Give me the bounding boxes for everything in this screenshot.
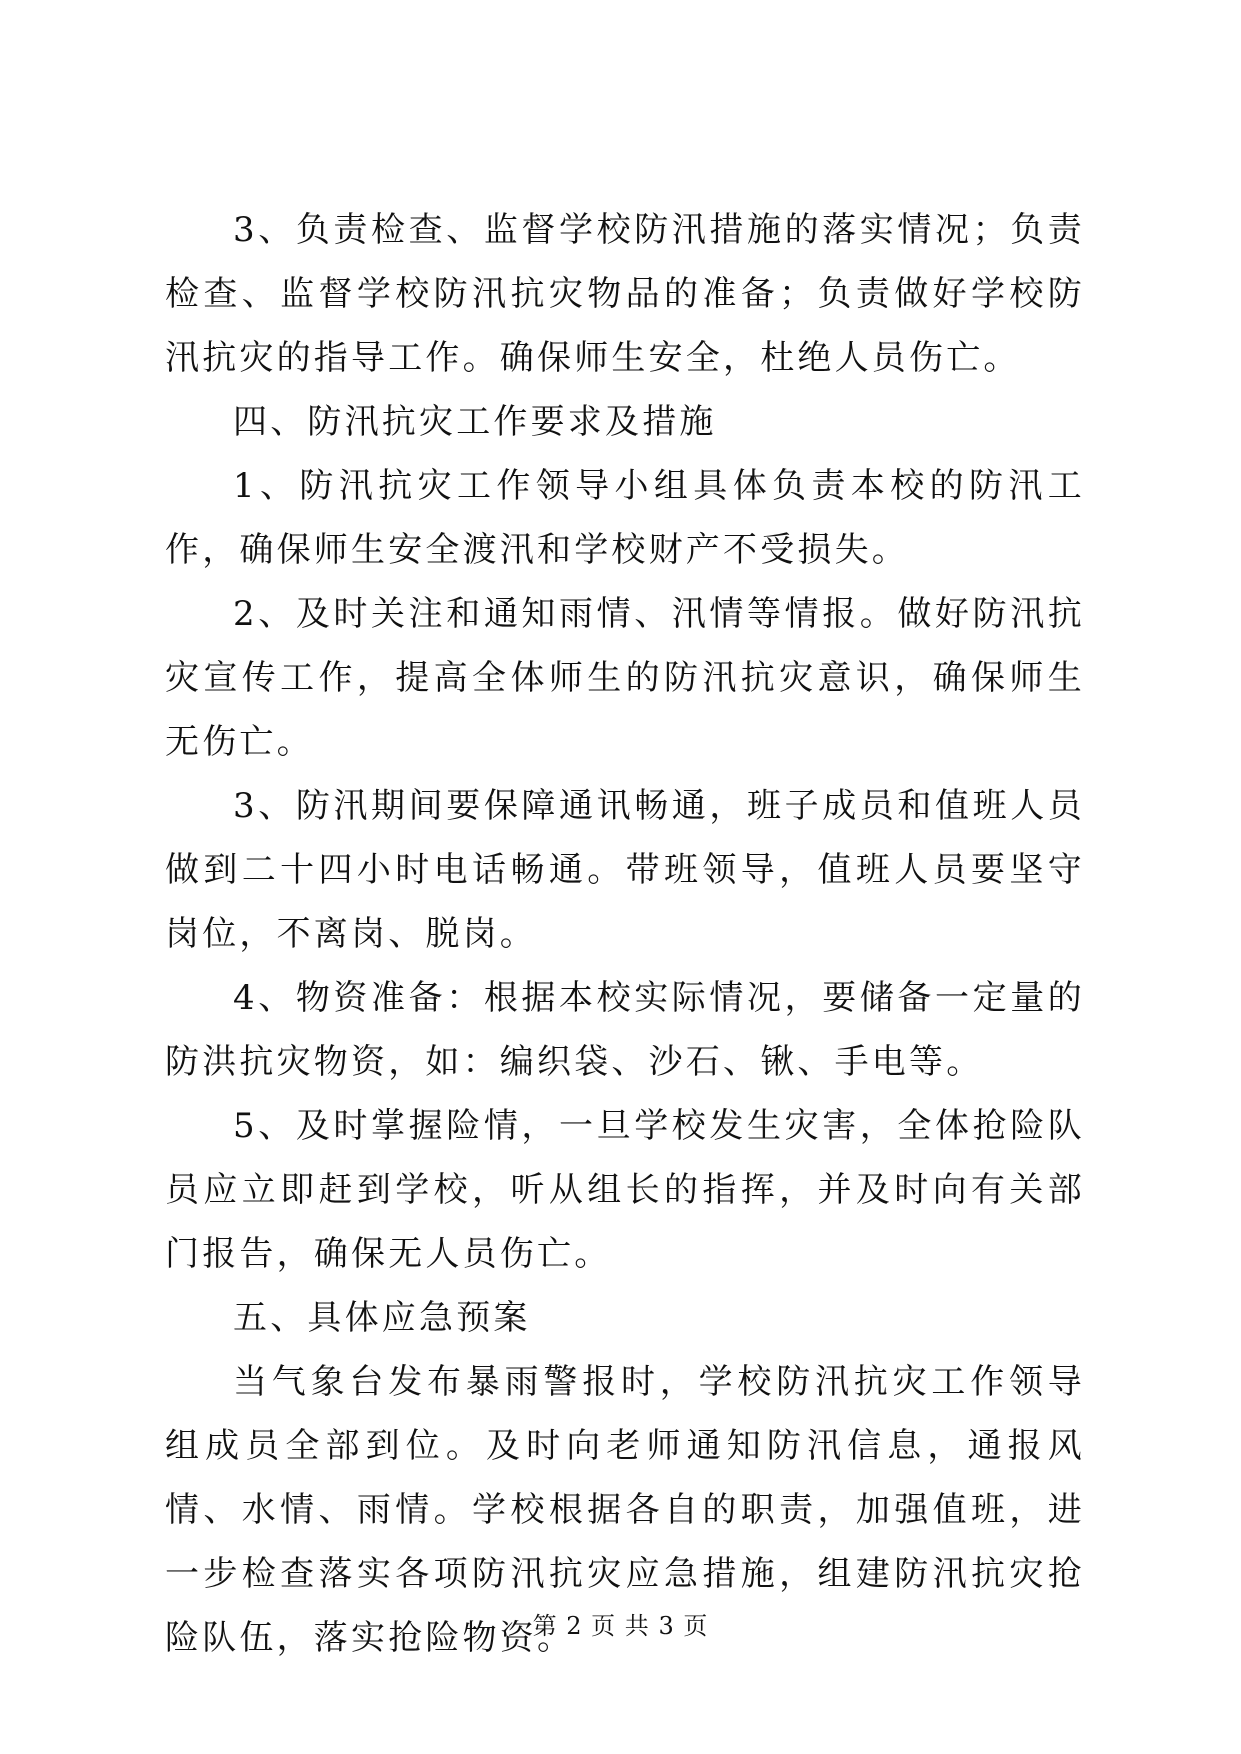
paragraph-measure-2: 2、及时关注和通知雨情、汛情等情报。做好防汛抗灾宣传工作，提高全体师生的防汛抗灾意识，确保师生无伤亡。 bbox=[165, 594, 1085, 762]
page-number: 第 2 页 共 3 页 bbox=[532, 1612, 709, 1640]
paragraph-emergency-plan: 当气象台发布暴雨警报时，学校防汛抗灾工作领导组成员全部到位。及时向老师通知防汛信息，通报风情、水情、雨情。学校根据各自的职责，加强值班，进一步检查落实各项防汛抗灾应急措施，组建防汛抗灾抢险队伍，落实抢险物资。 bbox=[165, 1362, 1085, 1658]
paragraph-measure-3: 3、防汛期间要保障通讯畅通，班子成员和值班人员做到二十四小时电话畅通。带班领导，值班人员要坚守岗位，不离岗、脱岗。 bbox=[165, 786, 1085, 954]
section-heading-5: 五、具体应急预案 bbox=[233, 1298, 531, 1338]
page-footer bbox=[0, 1606, 1241, 1641]
paragraph-measure-4: 4、物资准备：根据本校实际情况，要储备一定量的防洪抗灾物资，如：编织袋、沙石、锹、手电等。 bbox=[165, 978, 1085, 1082]
section-heading-4: 四、防汛抗灾工作要求及措施 bbox=[233, 402, 717, 442]
paragraph-measure-1: 1、防汛抗灾工作领导小组具体负责本校的防汛工作，确保师生安全渡汛和学校财产不受损失。 bbox=[165, 466, 1085, 570]
paragraph-duty-3: 3、负责检查、监督学校防汛措施的落实情况；负责检查、监督学校防汛抗灾物品的准备；负责做好学校防汛抗灾的指导工作。确保师生安全，杜绝人员伤亡。 bbox=[165, 210, 1085, 378]
document-body bbox=[165, 198, 1085, 1670]
paragraph-measure-5: 5、及时掌握险情，一旦学校发生灾害，全体抢险队员应立即赶到学校，听从组长的指挥，并及时向有关部门报告，确保无人员伤亡。 bbox=[165, 1106, 1085, 1274]
